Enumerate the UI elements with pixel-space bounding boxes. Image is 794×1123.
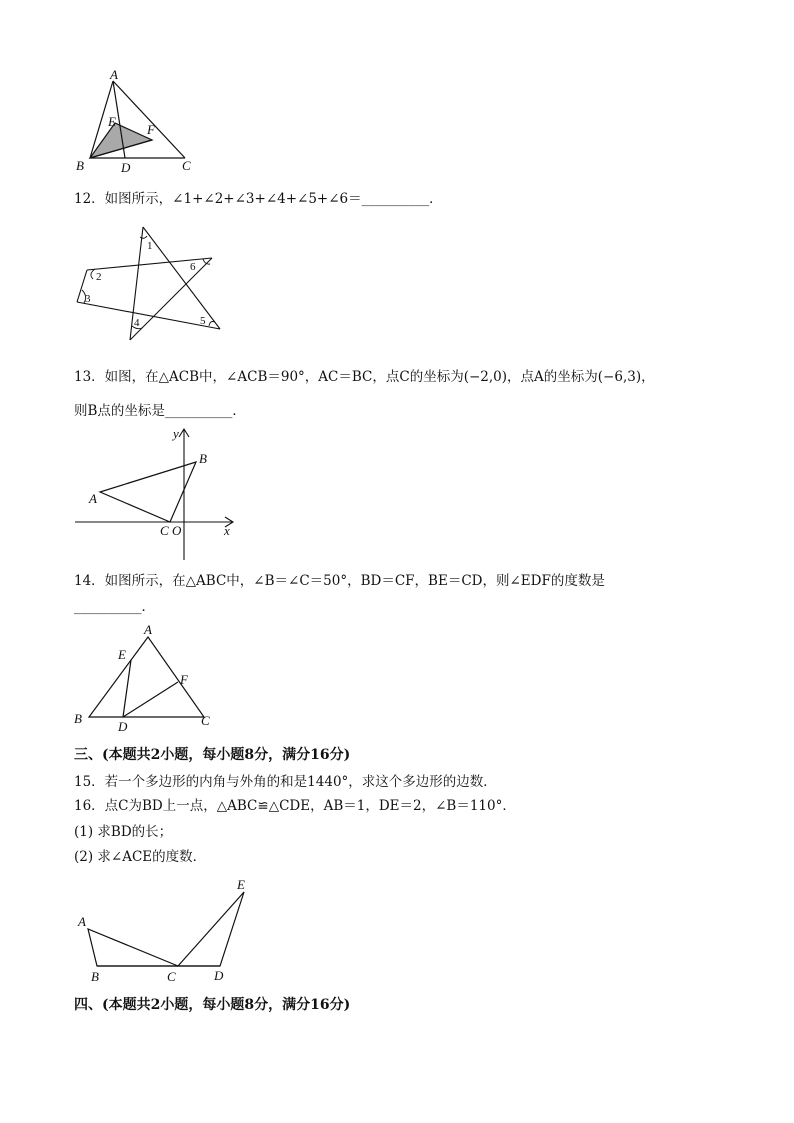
triangle-cde (178, 892, 244, 966)
angle-label-3: 3 (85, 293, 91, 305)
label-c: C (160, 523, 169, 538)
label-c: C (182, 158, 191, 173)
angle-label-5: 5 (200, 315, 206, 327)
label-o: O (172, 523, 182, 538)
label-y: y (173, 426, 179, 441)
label-a: A (78, 914, 86, 929)
angle-label-1: 1 (147, 240, 153, 252)
triangle-abc (88, 929, 178, 966)
label-b: B (199, 451, 207, 466)
figure-q16-triangles (72, 874, 257, 986)
label-c: C (167, 969, 176, 984)
label-x: x (224, 523, 230, 538)
angle-arc-5 (209, 322, 215, 327)
figure-q14-triangle (70, 622, 220, 734)
question-15: 15．若一个多边形的内角与外角的和是1440°，求这个多边形的边数． (74, 774, 497, 790)
label-f: F (180, 672, 188, 687)
section-3-heading: 三、(本题共2小题，每小题8分，满分16分) (74, 747, 351, 763)
label-b: B (76, 158, 84, 173)
label-f: F (147, 122, 155, 137)
triangle-acb (100, 462, 196, 522)
question-14-line-2: __________． (74, 599, 155, 615)
figure-q13-coordinate (72, 425, 242, 565)
question-16-part-2: (2) 求∠ACE的度数． (74, 849, 207, 865)
label-c: C (201, 713, 210, 728)
segment-df (123, 682, 178, 717)
figure-q11-triangle (70, 68, 210, 176)
label-a: A (144, 622, 152, 637)
label-a: A (89, 491, 97, 506)
label-e: E (118, 647, 126, 662)
star-line-2 (143, 227, 220, 329)
question-16-part-1: (1) 求BD的长； (74, 824, 173, 840)
angle-label-4: 4 (134, 317, 140, 329)
angle-label-2: 2 (96, 271, 102, 283)
label-d: D (118, 719, 128, 734)
question-13-line-2: 则B点的坐标是__________． (74, 403, 246, 419)
section-4-heading: 四、(本题共2小题，每小题8分，满分16分) (74, 997, 351, 1013)
angle-arc-2 (91, 269, 95, 279)
angle-label-6: 6 (190, 261, 196, 273)
label-e: E (237, 877, 245, 892)
angle-arc-1 (140, 236, 147, 238)
question-16: 16．点C为BD上一点，△ABC≌△CDE，AB＝1，DE＝2，∠B＝110°． (74, 798, 516, 814)
figure-q12-star (72, 222, 227, 344)
label-d: D (214, 968, 224, 983)
label-a: A (110, 68, 118, 82)
question-12: 12．如图所示，∠1+∠2+∠3+∠4+∠5+∠6＝__________． (74, 191, 443, 207)
label-e: E (108, 114, 116, 129)
question-13-line-1: 13．如图，在△ACB中，∠ACB＝90°，AC＝BC，点C的坐标为(−2,0)，点A的坐标为(−6,3)， (74, 369, 655, 385)
star-line-3 (77, 302, 220, 329)
question-14-line-1: 14．如图所示，在△ABC中，∠B＝∠C＝50°，BD＝CF，BE＝CD，则∠EDF的度数是 (74, 573, 605, 589)
label-b: B (74, 711, 82, 726)
star-line-6 (130, 258, 212, 340)
label-b: B (91, 969, 99, 984)
label-d: D (121, 160, 131, 175)
